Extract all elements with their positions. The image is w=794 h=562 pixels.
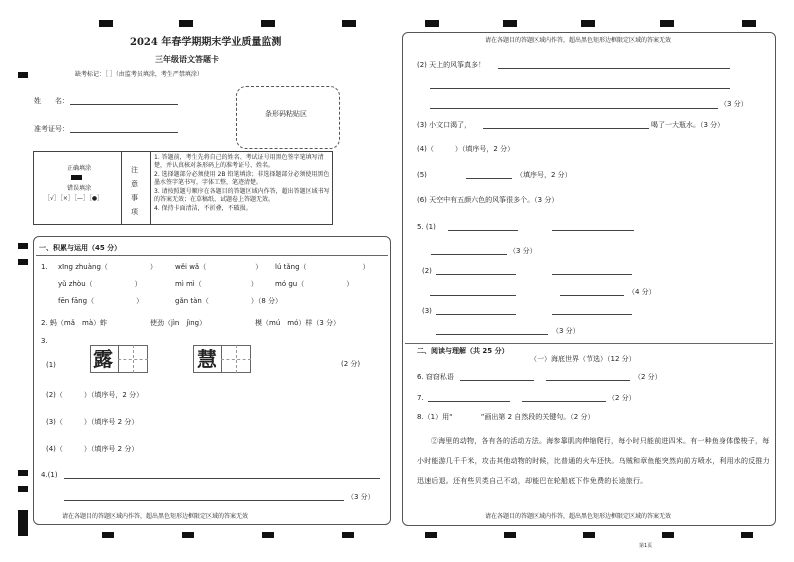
barcode-area-label: 条形码粘贴区 — [265, 110, 307, 118]
divider — [405, 343, 773, 344]
timing-mark — [660, 20, 674, 27]
timing-mark — [342, 532, 354, 538]
q4-2-score: （3 分） — [720, 100, 748, 108]
q3-label: 3. — [41, 337, 48, 345]
answer-line[interactable] — [436, 274, 516, 275]
q4-6: (6) 天空中有五颜六色的风筝很多个。（3 分） — [417, 196, 559, 204]
exam-title: 2024 年春学期期末学业质量监测 — [130, 37, 282, 48]
q4-1-label: 4.(1) — [41, 471, 58, 479]
q8: 8.（1）用“ ”画出第 2 自然段的关键句。（2 分） — [417, 413, 595, 421]
q4-5-suffix: （填序号，2 分） — [516, 171, 572, 179]
boundary-note: 请在各题目的答题区域内作答，超出黑色矩形边框限定区域的答案无效 — [485, 37, 672, 44]
q5-3-label: (3) — [422, 307, 432, 315]
answer-line[interactable] — [498, 68, 730, 69]
q1-pinyin-8[interactable]: gǎn tàn（ ）（8 分） — [175, 297, 283, 305]
q5-1-label: 5. (1) — [417, 223, 436, 231]
passage-text: ②海里的动物，各有各的活动方法。海参靠肌肉伸缩爬行，每小时只能前进四米。有一种鱼身体像梭子，每小时能游几千千米，攻击其他动物的时候，比普通的火车还快。乌贼和章鱼能突然向前方喷水，利用水的反推力迅速后退。还有些贝类自己不动，却能巴在轮船底下作免费的长途旅行。 — [417, 437, 770, 485]
char-grid-2 — [193, 345, 251, 373]
q1-pinyin-1[interactable]: xīng zhuàng（ ） — [58, 263, 157, 271]
answer-line[interactable] — [466, 178, 512, 179]
timing-mark — [583, 532, 595, 538]
q4-3-prefix: (3) 小文口渴了， — [417, 121, 472, 129]
timing-mark — [662, 532, 674, 538]
name-label: 姓 名： — [34, 97, 69, 105]
answer-line[interactable] — [552, 230, 634, 231]
page-number: 第1页 — [639, 543, 653, 549]
q3-1-label: (1) — [46, 361, 56, 369]
notice-title: 注意事项 — [131, 166, 138, 216]
absent-mark[interactable]: 缺考标记：［ ］（由监考员填涂，考生严禁填涂） — [75, 71, 203, 78]
q2-part-3[interactable]: 模（mú mó）样（3 分） — [255, 319, 341, 327]
divider — [150, 151, 151, 225]
q4-4[interactable]: (4)（ ）（填序号，2 分） — [417, 145, 515, 153]
char-2: 慧 — [197, 347, 217, 371]
q6: 6. 窃窃私语 — [417, 373, 454, 381]
q5-2-score: （4 分） — [628, 288, 656, 296]
timing-mark — [179, 20, 193, 27]
q7-score: （2 分） — [608, 394, 636, 402]
correct-fill-label: 正确填涂 — [67, 165, 92, 172]
q1-label: 1. — [41, 263, 48, 271]
notice-item: 2. 选择题部分必须使用 2B 铅笔填涂；非选择题部分必须使用黑色墨水签字笔书写，字体工整，笔迹清楚。 — [154, 171, 330, 186]
exam-subtitle: 三年级语文答题卡 — [155, 55, 219, 64]
q1-pinyin-7[interactable]: fēn fāng（ ） — [58, 297, 144, 305]
answer-line[interactable] — [483, 128, 649, 129]
wrong-fill-examples: ［√］［×］［—］［●］ — [44, 195, 104, 202]
timing-mark — [261, 20, 275, 27]
divider — [121, 151, 122, 225]
answer-line[interactable] — [560, 295, 624, 296]
answer-line[interactable] — [522, 401, 606, 402]
answer-line[interactable] — [546, 380, 630, 381]
answer-line[interactable] — [64, 478, 380, 479]
exam-no-field[interactable] — [70, 132, 178, 133]
q6-score: （2 分） — [634, 373, 662, 381]
answer-line[interactable] — [460, 380, 534, 381]
q1-pinyin-2[interactable]: wěi wǎ（ ） — [175, 263, 263, 271]
q7: 7. — [417, 394, 424, 402]
answer-line[interactable] — [64, 500, 344, 501]
timing-mark — [18, 486, 28, 492]
char-grid-1 — [90, 345, 148, 373]
answer-line[interactable] — [428, 401, 510, 402]
timing-mark — [182, 532, 194, 538]
boundary-note: 请在各题目的答题区域内作答，超出黑色矩形边框限定区域的答案无效 — [62, 513, 249, 520]
timing-mark — [425, 20, 439, 27]
q1-pinyin-6[interactable]: mó gu（ ） — [275, 280, 354, 288]
q5-1-score: （3 分） — [509, 247, 537, 255]
name-field[interactable] — [70, 104, 178, 105]
timing-mark — [18, 72, 28, 78]
answer-line[interactable] — [448, 230, 518, 231]
q4-5-label: (5) — [417, 171, 427, 179]
timing-mark — [741, 532, 753, 538]
answer-line[interactable] — [430, 295, 516, 296]
q3-4[interactable]: (4)（ ）（填序号 2 分） — [46, 445, 139, 453]
section2-title: 二、阅读与理解（共 25 分） — [417, 347, 509, 355]
answer-line[interactable] — [436, 314, 516, 315]
answer-line[interactable] — [436, 334, 548, 335]
divider — [36, 255, 388, 256]
timing-mark — [504, 532, 516, 538]
timing-mark — [581, 20, 595, 27]
q1-pinyin-5[interactable]: mì mì（ ） — [175, 280, 258, 288]
q4-1-score: （3 分） — [347, 493, 375, 501]
q2-part-1[interactable]: 2. 蚂（mǎ mà）蚱 — [41, 319, 108, 327]
section1-title: 一、积累与运用（45 分） — [39, 244, 122, 252]
answer-line[interactable] — [552, 314, 632, 315]
q3-2[interactable]: (2)（ ）（填序号，2 分） — [46, 391, 144, 399]
q2-part-2[interactable]: 使劲（jìn jìng） — [150, 319, 207, 327]
timing-mark — [18, 470, 28, 476]
q1-pinyin-4[interactable]: yǔ zhòu（ ） — [58, 280, 142, 288]
timing-mark — [262, 532, 274, 538]
passage-title: （一）海底世界（节选）（12 分） — [530, 355, 636, 363]
notice-item: 4. 保持卡面清洁，不折叠，不破损。 — [154, 205, 252, 212]
timing-mark — [425, 532, 437, 538]
exam-no-label: 准考证号： — [34, 125, 69, 133]
q1-pinyin-3[interactable]: lú tǎng（ ） — [275, 263, 370, 271]
answer-line[interactable] — [431, 254, 507, 255]
q3-3[interactable]: (3)（ ）（填序号 2 分） — [46, 418, 139, 426]
correct-fill-sample — [71, 175, 82, 180]
timing-mark — [99, 20, 113, 27]
q5-2-label: (2) — [422, 267, 432, 275]
notice-item: 1. 答题前，考生先将自己的姓名、考试证号用黑色签字笔填写清楚，并认真核对条形码上的准考证号、姓名。 — [154, 154, 324, 169]
timing-mark — [18, 510, 28, 536]
q4-2: (2) 天上的风筝真多！ — [417, 61, 486, 69]
timing-mark — [342, 20, 356, 27]
notice-list — [154, 154, 332, 213]
notice-item: 3. 请按照题号顺序在各题目的答题区域内作答，超出答题区域书写的答案无效；在草稿纸、试题卷上答题无效。 — [154, 188, 330, 203]
answer-line[interactable] — [430, 88, 730, 89]
char-1: 露 — [93, 347, 113, 371]
q3-score: (2 分) — [341, 360, 361, 368]
timing-mark — [18, 259, 28, 265]
timing-mark — [18, 243, 28, 249]
q5-3-score: （3 分） — [552, 327, 580, 335]
answer-line[interactable] — [552, 274, 632, 275]
timing-mark — [102, 532, 114, 538]
boundary-note: 请在各题目的答题区域内作答，超出黑色矩形边框限定区域的答案无效 — [485, 513, 672, 520]
barcode-area — [236, 86, 340, 149]
wrong-fill-label: 错误填涂 — [67, 185, 92, 192]
answer-line[interactable] — [430, 108, 718, 109]
timing-mark — [742, 20, 756, 27]
q4-3-suffix: 喝了一大瓶水。（3 分） — [651, 121, 725, 129]
timing-mark — [503, 20, 517, 27]
